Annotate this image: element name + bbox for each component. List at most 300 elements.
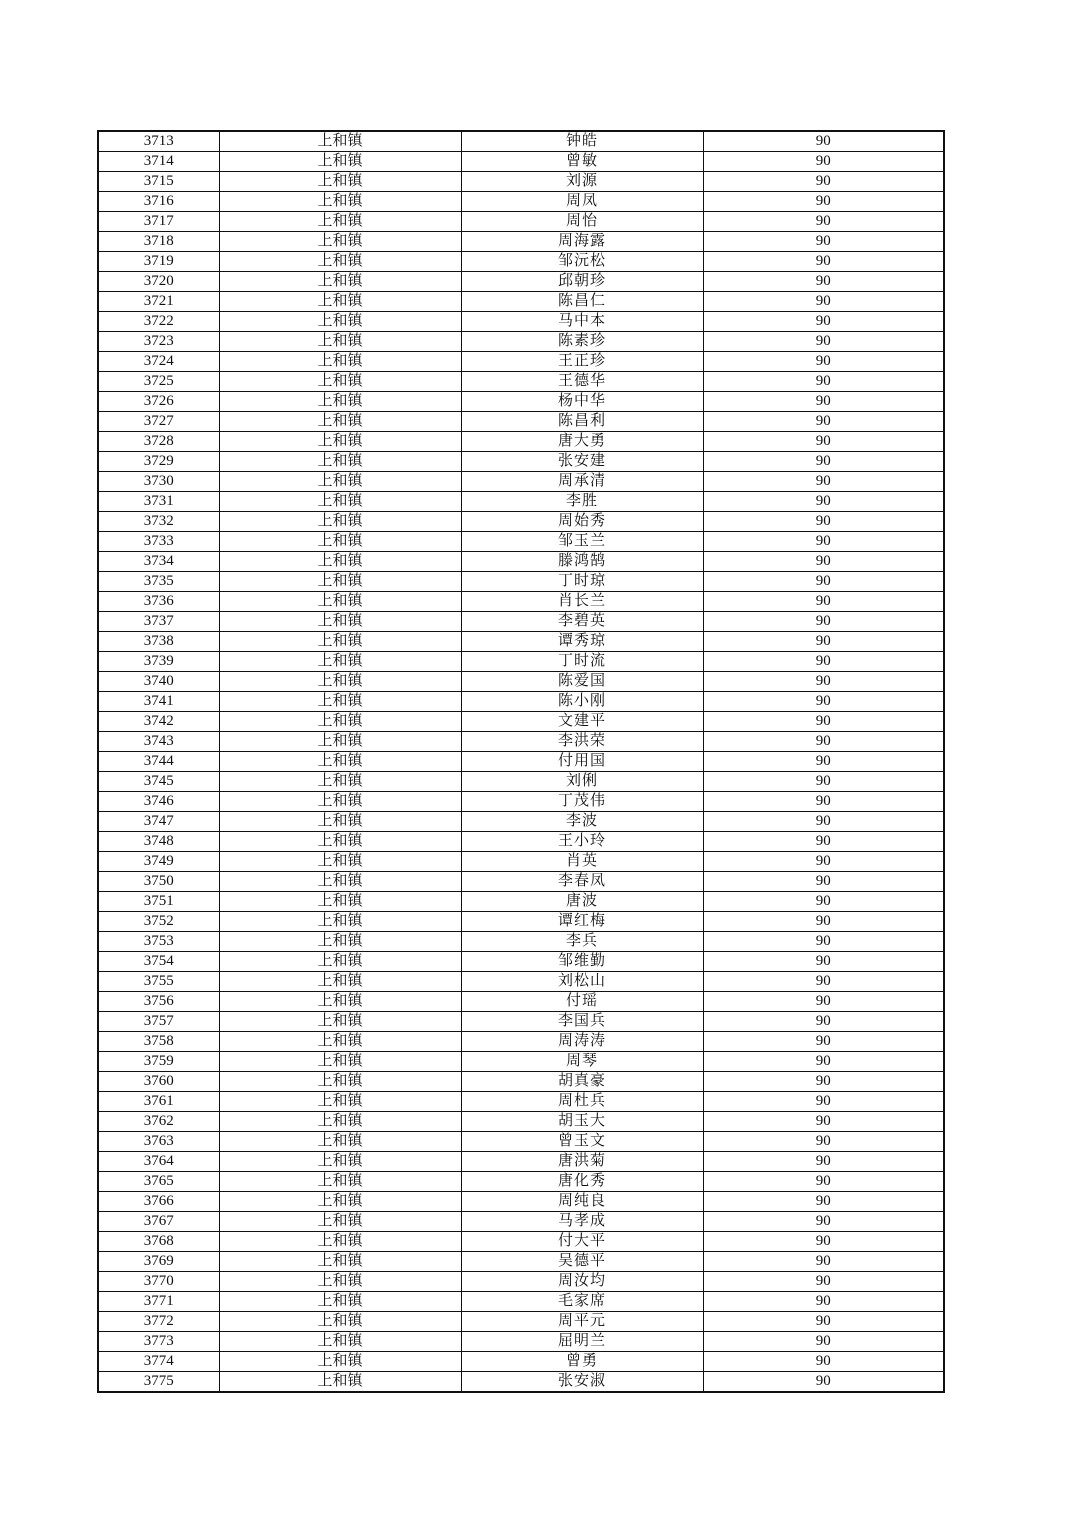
table-cell-town: 上和镇 xyxy=(219,972,461,992)
table-row xyxy=(98,512,944,532)
table-row xyxy=(98,652,944,672)
table-cell-number: 3729 xyxy=(98,452,219,472)
table-cell-score: 90 xyxy=(703,292,944,312)
table-cell-name: 李波 xyxy=(461,812,703,832)
table-cell-name: 周汝均 xyxy=(461,1272,703,1292)
table-row xyxy=(98,592,944,612)
table-row xyxy=(98,212,944,232)
table-row xyxy=(98,1352,944,1372)
table-cell-score: 90 xyxy=(703,572,944,592)
table-cell-name: 胡玉大 xyxy=(461,1112,703,1132)
table-cell-town: 上和镇 xyxy=(219,332,461,352)
table-cell-town: 上和镇 xyxy=(219,1332,461,1352)
table-row xyxy=(98,332,944,352)
table-cell-number: 3741 xyxy=(98,692,219,712)
table-cell-score: 90 xyxy=(703,1052,944,1072)
table-cell-town: 上和镇 xyxy=(219,1272,461,1292)
table-cell-town: 上和镇 xyxy=(219,1012,461,1032)
table-row xyxy=(98,252,944,272)
table-cell-town: 上和镇 xyxy=(219,912,461,932)
table-cell-town: 上和镇 xyxy=(219,592,461,612)
table-cell-name: 刘松山 xyxy=(461,972,703,992)
table-cell-town: 上和镇 xyxy=(219,532,461,552)
table-row xyxy=(98,152,944,172)
table-cell-number: 3753 xyxy=(98,932,219,952)
table-cell-number: 3757 xyxy=(98,1012,219,1032)
table-cell-score: 90 xyxy=(703,732,944,752)
table-cell-score: 90 xyxy=(703,312,944,332)
table-cell-number: 3734 xyxy=(98,552,219,572)
table-cell-name: 王德华 xyxy=(461,372,703,392)
table-cell-town: 上和镇 xyxy=(219,612,461,632)
table-cell-score: 90 xyxy=(703,1152,944,1172)
table-cell-name: 刘源 xyxy=(461,172,703,192)
table-row xyxy=(98,1112,944,1132)
table-row xyxy=(98,832,944,852)
table-row xyxy=(98,432,944,452)
table-row xyxy=(98,1292,944,1312)
table-cell-score: 90 xyxy=(703,1292,944,1312)
table-cell-number: 3719 xyxy=(98,252,219,272)
table-cell-town: 上和镇 xyxy=(219,672,461,692)
table-cell-name: 张安淑 xyxy=(461,1372,703,1393)
table-cell-name: 陈小刚 xyxy=(461,692,703,712)
table-row xyxy=(98,1252,944,1272)
table-cell-name: 屈明兰 xyxy=(461,1332,703,1352)
table-cell-score: 90 xyxy=(703,472,944,492)
table-cell-town: 上和镇 xyxy=(219,872,461,892)
table-cell-score: 90 xyxy=(703,872,944,892)
table-cell-score: 90 xyxy=(703,1072,944,1092)
table-row xyxy=(98,732,944,752)
table-cell-number: 3770 xyxy=(98,1272,219,1292)
table-cell-town: 上和镇 xyxy=(219,1172,461,1192)
table-cell-name: 丁茂伟 xyxy=(461,792,703,812)
table-cell-name: 邹玉兰 xyxy=(461,532,703,552)
table-cell-name: 周承清 xyxy=(461,472,703,492)
table-cell-name: 谭秀琼 xyxy=(461,632,703,652)
table-cell-number: 3731 xyxy=(98,492,219,512)
table-cell-town: 上和镇 xyxy=(219,1372,461,1393)
table-cell-number: 3747 xyxy=(98,812,219,832)
table-row xyxy=(98,712,944,732)
table-cell-score: 90 xyxy=(703,952,944,972)
table-cell-name: 邹维勤 xyxy=(461,952,703,972)
table-row xyxy=(98,692,944,712)
table-cell-number: 3760 xyxy=(98,1072,219,1092)
table-cell-number: 3727 xyxy=(98,412,219,432)
table-cell-name: 周凤 xyxy=(461,192,703,212)
table-cell-name: 丁时流 xyxy=(461,652,703,672)
table-cell-town: 上和镇 xyxy=(219,1072,461,1092)
table-cell-town: 上和镇 xyxy=(219,992,461,1012)
table-cell-name: 曾玉文 xyxy=(461,1132,703,1152)
table-cell-number: 3736 xyxy=(98,592,219,612)
table-cell-town: 上和镇 xyxy=(219,752,461,772)
table-cell-score: 90 xyxy=(703,352,944,372)
table-cell-score: 90 xyxy=(703,792,944,812)
table-cell-score: 90 xyxy=(703,832,944,852)
table-cell-number: 3733 xyxy=(98,532,219,552)
table-cell-score: 90 xyxy=(703,272,944,292)
table-cell-name: 吴德平 xyxy=(461,1252,703,1272)
table-row xyxy=(98,1172,944,1192)
table-cell-score: 90 xyxy=(703,592,944,612)
table-row xyxy=(98,192,944,212)
table-cell-town: 上和镇 xyxy=(219,392,461,412)
table-cell-number: 3768 xyxy=(98,1232,219,1252)
table-cell-name: 唐化秀 xyxy=(461,1172,703,1192)
table-cell-name: 周杜兵 xyxy=(461,1092,703,1112)
table-cell-number: 3771 xyxy=(98,1292,219,1312)
table-cell-town: 上和镇 xyxy=(219,472,461,492)
table-cell-name: 马孝成 xyxy=(461,1212,703,1232)
table-cell-town: 上和镇 xyxy=(219,1352,461,1372)
table-row xyxy=(98,292,944,312)
table-row xyxy=(98,1152,944,1172)
table-cell-number: 3732 xyxy=(98,512,219,532)
table-row xyxy=(98,872,944,892)
table-cell-score: 90 xyxy=(703,712,944,732)
table-cell-score: 90 xyxy=(703,172,944,192)
table-cell-score: 90 xyxy=(703,1352,944,1372)
table-cell-number: 3756 xyxy=(98,992,219,1012)
table-cell-town: 上和镇 xyxy=(219,1132,461,1152)
table-cell-number: 3745 xyxy=(98,772,219,792)
table-cell-score: 90 xyxy=(703,432,944,452)
table-cell-score: 90 xyxy=(703,1312,944,1332)
table-cell-number: 3723 xyxy=(98,332,219,352)
table-cell-town: 上和镇 xyxy=(219,232,461,252)
table-cell-score: 90 xyxy=(703,892,944,912)
table-cell-score: 90 xyxy=(703,392,944,412)
table-cell-number: 3765 xyxy=(98,1172,219,1192)
table-cell-number: 3763 xyxy=(98,1132,219,1152)
table-row xyxy=(98,892,944,912)
table-cell-name: 谭红梅 xyxy=(461,912,703,932)
table-cell-number: 3748 xyxy=(98,832,219,852)
table-cell-town: 上和镇 xyxy=(219,1252,461,1272)
table-row xyxy=(98,312,944,332)
table-cell-name: 肖英 xyxy=(461,852,703,872)
table-cell-town: 上和镇 xyxy=(219,1112,461,1132)
table-cell-score: 90 xyxy=(703,1092,944,1112)
table-cell-town: 上和镇 xyxy=(219,792,461,812)
table-cell-town: 上和镇 xyxy=(219,192,461,212)
table-cell-number: 3755 xyxy=(98,972,219,992)
table-row xyxy=(98,912,944,932)
table-cell-name: 李洪荣 xyxy=(461,732,703,752)
table-cell-number: 3742 xyxy=(98,712,219,732)
table-row xyxy=(98,612,944,632)
table-row xyxy=(98,1372,944,1393)
table-cell-name: 唐洪菊 xyxy=(461,1152,703,1172)
table-cell-score: 90 xyxy=(703,912,944,932)
table-cell-score: 90 xyxy=(703,192,944,212)
table-row xyxy=(98,412,944,432)
table-cell-town: 上和镇 xyxy=(219,312,461,332)
table-cell-town: 上和镇 xyxy=(219,772,461,792)
table-cell-name: 李国兵 xyxy=(461,1012,703,1032)
table-cell-score: 90 xyxy=(703,612,944,632)
table-cell-number: 3775 xyxy=(98,1372,219,1393)
table-row xyxy=(98,1272,944,1292)
table-row xyxy=(98,1072,944,1092)
table-row xyxy=(98,272,944,292)
table-cell-number: 3744 xyxy=(98,752,219,772)
table-cell-score: 90 xyxy=(703,1232,944,1252)
table-cell-score: 90 xyxy=(703,772,944,792)
table-cell-town: 上和镇 xyxy=(219,1212,461,1232)
table-row xyxy=(98,1132,944,1152)
table-cell-town: 上和镇 xyxy=(219,412,461,432)
table-cell-town: 上和镇 xyxy=(219,372,461,392)
table-cell-town: 上和镇 xyxy=(219,252,461,272)
table-cell-name: 王正珍 xyxy=(461,352,703,372)
table-row xyxy=(98,1012,944,1032)
table-cell-score: 90 xyxy=(703,652,944,672)
table-cell-town: 上和镇 xyxy=(219,812,461,832)
table-cell-score: 90 xyxy=(703,852,944,872)
table-cell-name: 毛家席 xyxy=(461,1292,703,1312)
table-cell-name: 肖长兰 xyxy=(461,592,703,612)
table-cell-town: 上和镇 xyxy=(219,1232,461,1252)
table-cell-town: 上和镇 xyxy=(219,492,461,512)
table-cell-number: 3722 xyxy=(98,312,219,332)
table-cell-number: 3740 xyxy=(98,672,219,692)
table-cell-number: 3750 xyxy=(98,872,219,892)
table-cell-number: 3715 xyxy=(98,172,219,192)
table-cell-score: 90 xyxy=(703,812,944,832)
table-cell-number: 3721 xyxy=(98,292,219,312)
table-cell-name: 李胜 xyxy=(461,492,703,512)
table-cell-name: 张安建 xyxy=(461,452,703,472)
table-cell-name: 马中本 xyxy=(461,312,703,332)
table-cell-name: 唐波 xyxy=(461,892,703,912)
table-cell-score: 90 xyxy=(703,232,944,252)
table-cell-score: 90 xyxy=(703,1192,944,1212)
table-cell-name: 付瑶 xyxy=(461,992,703,1012)
table-cell-town: 上和镇 xyxy=(219,892,461,912)
table-cell-score: 90 xyxy=(703,332,944,352)
table-cell-number: 3737 xyxy=(98,612,219,632)
table-cell-town: 上和镇 xyxy=(219,512,461,532)
table-cell-town: 上和镇 xyxy=(219,832,461,852)
table-row xyxy=(98,1032,944,1052)
table-cell-score: 90 xyxy=(703,252,944,272)
data-table xyxy=(97,130,945,1393)
table-cell-name: 丁时琼 xyxy=(461,572,703,592)
table-cell-number: 3754 xyxy=(98,952,219,972)
table-cell-town: 上和镇 xyxy=(219,852,461,872)
table-cell-name: 曾敏 xyxy=(461,152,703,172)
table-row xyxy=(98,572,944,592)
table-cell-number: 3764 xyxy=(98,1152,219,1172)
table-cell-name: 陈昌仁 xyxy=(461,292,703,312)
table-cell-score: 90 xyxy=(703,1172,944,1192)
table-cell-town: 上和镇 xyxy=(219,952,461,972)
table-row xyxy=(98,792,944,812)
table-cell-score: 90 xyxy=(703,372,944,392)
table-row xyxy=(98,952,944,972)
table-cell-number: 3769 xyxy=(98,1252,219,1272)
table-cell-town: 上和镇 xyxy=(219,712,461,732)
table-cell-name: 周纯良 xyxy=(461,1192,703,1212)
table-cell-number: 3720 xyxy=(98,272,219,292)
table-cell-score: 90 xyxy=(703,632,944,652)
table-row xyxy=(98,1312,944,1332)
table-cell-town: 上和镇 xyxy=(219,632,461,652)
table-cell-score: 90 xyxy=(703,152,944,172)
table-cell-number: 3728 xyxy=(98,432,219,452)
table-cell-name: 付用国 xyxy=(461,752,703,772)
table-cell-score: 90 xyxy=(703,672,944,692)
table-cell-number: 3759 xyxy=(98,1052,219,1072)
table-cell-name: 陈昌利 xyxy=(461,412,703,432)
table-cell-score: 90 xyxy=(703,1252,944,1272)
table-row xyxy=(98,1332,944,1352)
table-cell-name: 周怡 xyxy=(461,212,703,232)
table-cell-name: 李碧英 xyxy=(461,612,703,632)
table-cell-score: 90 xyxy=(703,1032,944,1052)
table-row xyxy=(98,1192,944,1212)
table-cell-town: 上和镇 xyxy=(219,572,461,592)
table-cell-score: 90 xyxy=(703,972,944,992)
table-cell-name: 文建平 xyxy=(461,712,703,732)
table-cell-number: 3718 xyxy=(98,232,219,252)
table-cell-number: 3738 xyxy=(98,632,219,652)
table-cell-town: 上和镇 xyxy=(219,1152,461,1172)
table-row xyxy=(98,131,944,152)
table-row xyxy=(98,372,944,392)
table-cell-town: 上和镇 xyxy=(219,1052,461,1072)
table-cell-score: 90 xyxy=(703,512,944,532)
table-row xyxy=(98,452,944,472)
table-cell-score: 90 xyxy=(703,492,944,512)
table-cell-town: 上和镇 xyxy=(219,932,461,952)
table-cell-town: 上和镇 xyxy=(219,652,461,672)
table-cell-number: 3772 xyxy=(98,1312,219,1332)
table-row xyxy=(98,532,944,552)
table-row xyxy=(98,852,944,872)
table-cell-town: 上和镇 xyxy=(219,212,461,232)
table-cell-number: 3767 xyxy=(98,1212,219,1232)
table-cell-town: 上和镇 xyxy=(219,1032,461,1052)
table-row xyxy=(98,1232,944,1252)
table-cell-score: 90 xyxy=(703,1372,944,1393)
table-cell-number: 3726 xyxy=(98,392,219,412)
table-cell-number: 3739 xyxy=(98,652,219,672)
table-cell-score: 90 xyxy=(703,752,944,772)
table-row xyxy=(98,552,944,572)
table-cell-name: 唐大勇 xyxy=(461,432,703,452)
table-cell-name: 滕鸿鹄 xyxy=(461,552,703,572)
table-cell-number: 3752 xyxy=(98,912,219,932)
table-cell-number: 3735 xyxy=(98,572,219,592)
table-cell-number: 3751 xyxy=(98,892,219,912)
table-row xyxy=(98,632,944,652)
table-cell-name: 邱朝珍 xyxy=(461,272,703,292)
table-cell-town: 上和镇 xyxy=(219,1192,461,1212)
table-row xyxy=(98,992,944,1012)
table-cell-number: 3766 xyxy=(98,1192,219,1212)
table-cell-score: 90 xyxy=(703,412,944,432)
table-cell-name: 李春凤 xyxy=(461,872,703,892)
table-row xyxy=(98,472,944,492)
table-cell-town: 上和镇 xyxy=(219,172,461,192)
table-cell-name: 付大平 xyxy=(461,1232,703,1252)
table-row xyxy=(98,972,944,992)
table-cell-name: 钟皓 xyxy=(461,131,703,152)
table-cell-town: 上和镇 xyxy=(219,292,461,312)
table-cell-town: 上和镇 xyxy=(219,552,461,572)
table-cell-number: 3743 xyxy=(98,732,219,752)
table-cell-score: 90 xyxy=(703,1332,944,1352)
table-cell-number: 3714 xyxy=(98,152,219,172)
table-cell-name: 周琴 xyxy=(461,1052,703,1072)
table-row xyxy=(98,752,944,772)
table-cell-score: 90 xyxy=(703,1212,944,1232)
table-cell-name: 陈素珍 xyxy=(461,332,703,352)
table-cell-score: 90 xyxy=(703,692,944,712)
table-cell-number: 3716 xyxy=(98,192,219,212)
table-cell-name: 曾勇 xyxy=(461,1352,703,1372)
table-cell-score: 90 xyxy=(703,552,944,572)
table-cell-score: 90 xyxy=(703,532,944,552)
table-cell-town: 上和镇 xyxy=(219,1292,461,1312)
table-cell-score: 90 xyxy=(703,131,944,152)
table-cell-name: 陈爱国 xyxy=(461,672,703,692)
table-body xyxy=(98,131,944,1392)
table-cell-name: 王小玲 xyxy=(461,832,703,852)
table-cell-score: 90 xyxy=(703,992,944,1012)
table-row xyxy=(98,232,944,252)
table-cell-score: 90 xyxy=(703,1272,944,1292)
table-row xyxy=(98,772,944,792)
table-cell-name: 胡真豪 xyxy=(461,1072,703,1092)
table-cell-town: 上和镇 xyxy=(219,1312,461,1332)
table-cell-town: 上和镇 xyxy=(219,352,461,372)
table-cell-name: 刘俐 xyxy=(461,772,703,792)
table-cell-number: 3725 xyxy=(98,372,219,392)
table-row xyxy=(98,812,944,832)
table-cell-number: 3762 xyxy=(98,1112,219,1132)
table-cell-town: 上和镇 xyxy=(219,131,461,152)
table-cell-number: 3761 xyxy=(98,1092,219,1112)
table-cell-name: 周海露 xyxy=(461,232,703,252)
table-cell-name: 邹沅松 xyxy=(461,252,703,272)
table-row xyxy=(98,932,944,952)
table-cell-number: 3758 xyxy=(98,1032,219,1052)
table-cell-number: 3749 xyxy=(98,852,219,872)
table-cell-score: 90 xyxy=(703,212,944,232)
table-cell-name: 杨中华 xyxy=(461,392,703,412)
table-row xyxy=(98,492,944,512)
table-row xyxy=(98,1212,944,1232)
table-cell-score: 90 xyxy=(703,452,944,472)
table-row xyxy=(98,1052,944,1072)
table-cell-name: 周涛涛 xyxy=(461,1032,703,1052)
table-cell-score: 90 xyxy=(703,932,944,952)
table-cell-town: 上和镇 xyxy=(219,432,461,452)
table-cell-score: 90 xyxy=(703,1012,944,1032)
table-cell-name: 周平元 xyxy=(461,1312,703,1332)
table-cell-number: 3730 xyxy=(98,472,219,492)
table-cell-town: 上和镇 xyxy=(219,732,461,752)
table-cell-town: 上和镇 xyxy=(219,692,461,712)
table-cell-score: 90 xyxy=(703,1112,944,1132)
table-row xyxy=(98,392,944,412)
